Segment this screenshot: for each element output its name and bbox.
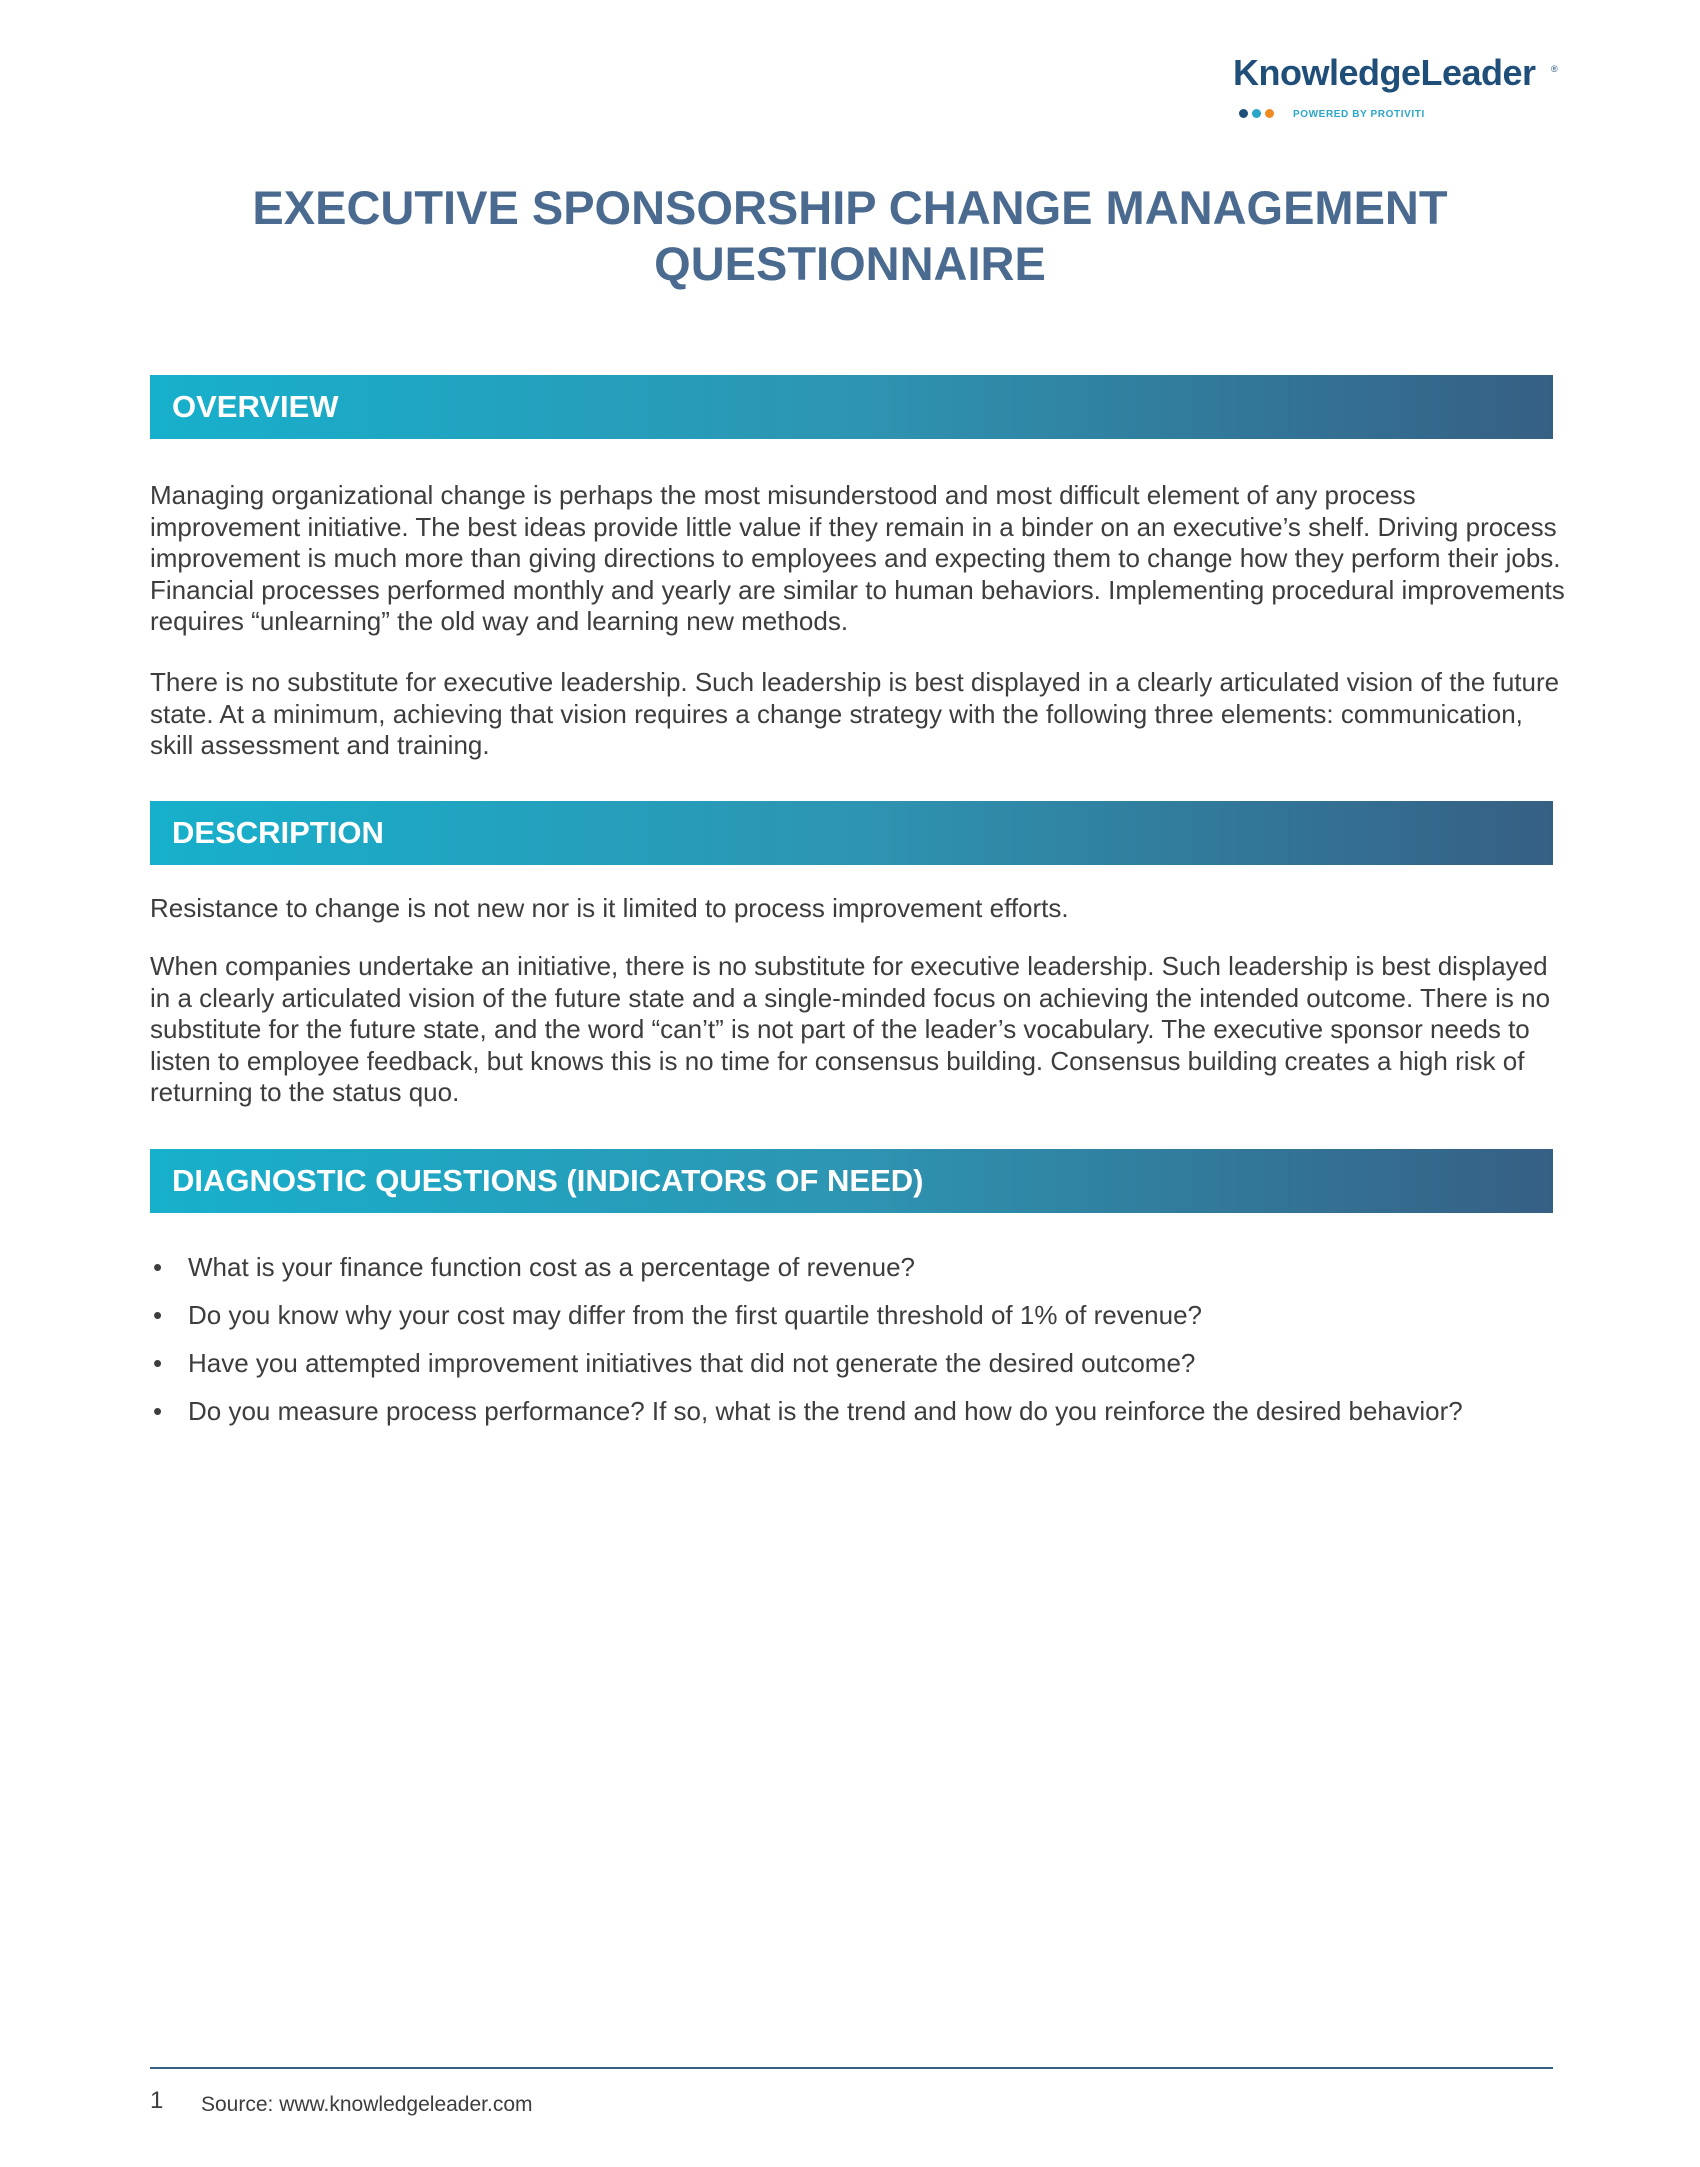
logo-dots-icon [1239,109,1279,119]
logo-dot-2 [1252,109,1261,118]
question-text: Have you attempted improvement initiatives that did not generate the desired outcome? [188,1348,1196,1378]
logo-dot-3 [1265,109,1274,118]
question-text: Do you measure process performance? If so, what is the trend and how do you reinforce the desired behavior? [188,1396,1463,1426]
overview-paragraph-1: Managing organizational change is perhaps the most misunderstood and most difficult element of any process improvement initiative. The best ideas provide little value if they remain in a binder on an executive’s shelf. Driving process improvement is much more than giving directions to employees and expecting them to change how they perform their jobs. Financial processes performed monthly and yearly are similar to human behaviors. Implementing procedural improvements requires “unlearning” the old way and learning new methods. [150,480,1565,636]
question-text: What is your finance function cost as a percentage of revenue? [188,1252,915,1282]
question-text: Do you know why your cost may differ from the first quartile threshold of 1% of revenue? [188,1300,1202,1330]
page-number: 1 [150,2087,164,2114]
footer-divider [150,2067,1553,2069]
logo-wordmark: KnowledgeLeader [1233,52,1536,93]
overview-section-header [150,375,1553,439]
description-paragraph-2: When companies undertake an initiative, there is no substitute for executive leadership. Such leadership is best displayed in a clearly articulated vision of the future state and a single-minded focus on achieving the intended outcome. There is no substitute for the future state, and the word “can’t” is not part of the leader’s vocabulary. The executive sponsor needs to listen to employee feedback, but knows this is no time for consensus building. Consensus building creates a high risk of returning to the status quo. [150,951,1551,1107]
knowledgeleader-logo[interactable] [1233,52,1563,124]
list-item [150,1396,1570,1444]
diagnostic-heading: DIAGNOSTIC QUESTIONS (INDICATORS OF NEED) [172,1163,924,1198]
diagnostic-section-header [150,1149,1553,1213]
list-item [150,1348,1570,1396]
bullet-icon: • [153,1348,163,1378]
registered-mark: ® [1551,64,1558,74]
document-title: EXECUTIVE SPONSORSHIP CHANGE MANAGEMENT QUESTIONNAIRE [252,181,1448,290]
overview-paragraph-2: There is no substitute for executive leadership. Such leadership is best displayed in a clearly articulated vision of the future state. At a minimum, achieving that vision requires a change strategy with the following three elements: communication, skill assessment and training. [150,667,1560,760]
logo-tagline: POWERED BY PROTIVITI [1293,109,1425,120]
description-paragraph-1: Resistance to change is not new nor is it limited to process improvement efforts. [150,893,1069,923]
bullet-icon: • [153,1300,163,1330]
description-section-header [150,801,1553,865]
bullet-icon: • [153,1396,163,1426]
description-heading: DESCRIPTION [172,815,384,850]
bullet-icon: • [153,1252,163,1282]
footer-source: Source: www.knowledgeleader.com [201,2093,533,2116]
logo-dot-1 [1239,109,1248,118]
list-item [150,1252,1570,1300]
list-item [150,1300,1570,1348]
diagnostic-questions-list [150,1252,1570,1444]
overview-heading: OVERVIEW [172,389,339,424]
